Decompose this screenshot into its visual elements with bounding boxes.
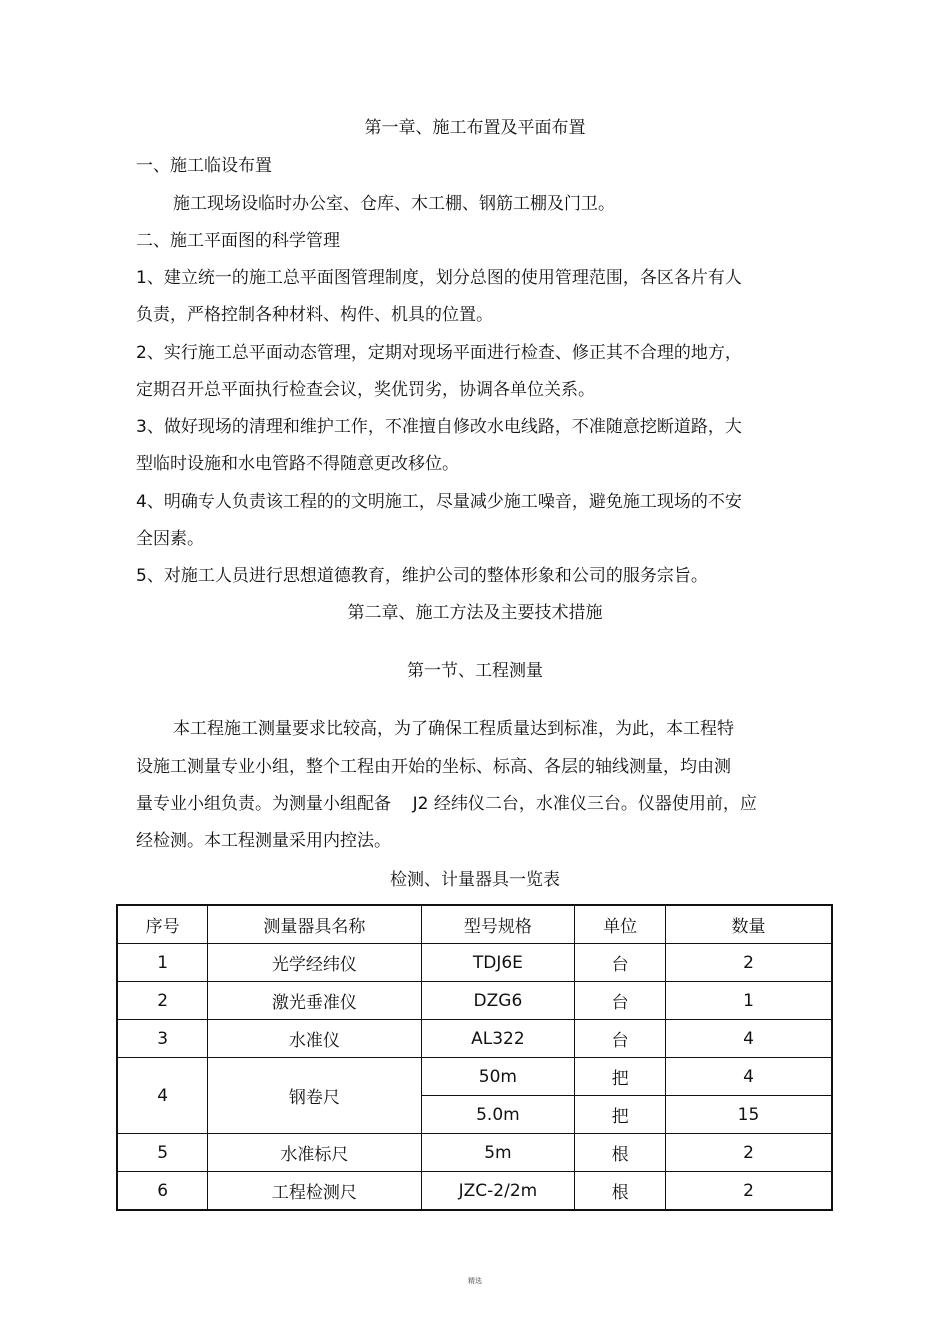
cell-qty: 1 xyxy=(665,982,832,1020)
cell-unit: 根 xyxy=(575,1172,666,1211)
cell-no: 4 xyxy=(117,1058,208,1134)
table-row xyxy=(117,1172,832,1211)
cell-name: 激光垂准仪 xyxy=(208,982,421,1020)
cell-no: 3 xyxy=(117,1020,208,1058)
cell-no: 1 xyxy=(117,944,208,982)
section-title: 第一节、工程测量 xyxy=(407,661,543,681)
item-2-line1: 2、实行施工总平面动态管理，定期对现场平面进行检查、修正其不合理的地方， xyxy=(136,343,742,363)
item-3-line1: 3、做好现场的清理和维护工作，不准擅自修改水电线路，不准随意挖断道路，大 xyxy=(136,417,742,437)
cell-qty: 4 xyxy=(665,1058,832,1096)
item-5-line1: 5、对施工人员进行思想道德教育，维护公司的整体形象和公司的服务宗旨。 xyxy=(136,566,708,586)
section1-body: 施工现场设临时办公室、仓库、木工棚、钢筋工棚及门卫。 xyxy=(173,194,615,214)
chapter2-title: 第二章、施工方法及主要技术措施 xyxy=(347,603,603,623)
cell-unit: 根 xyxy=(575,1134,666,1172)
table-row xyxy=(117,1134,832,1172)
instrument-table xyxy=(116,904,833,1211)
table-row xyxy=(117,944,832,982)
item-1-line1: 1、建立统一的施工总平面图管理制度，划分总图的使用管理范围，各区各片有人 xyxy=(136,268,742,288)
header-unit: 单位 xyxy=(575,905,666,944)
table-row xyxy=(117,982,832,1020)
item-1-line2: 负责，严格控制各种材料、构件、机具的位置。 xyxy=(136,305,493,325)
cell-no: 2 xyxy=(117,982,208,1020)
cell-model: TDJ6E xyxy=(421,944,575,982)
cell-no: 5 xyxy=(117,1134,208,1172)
cell-model: AL322 xyxy=(421,1020,575,1058)
cell-model: 5.0m xyxy=(421,1096,575,1134)
item-3-line2: 型临时设施和水电管路不得随意更改移位。 xyxy=(136,454,459,474)
header-no: 序号 xyxy=(117,905,208,944)
item-2-line2: 定期召开总平面执行检查会议，奖优罚劣，协调各单位关系。 xyxy=(136,380,595,400)
cell-unit: 台 xyxy=(575,1020,666,1058)
header-name: 测量器具名称 xyxy=(208,905,421,944)
table-caption: 检测、计量器具一览表 xyxy=(390,870,560,890)
cell-unit: 台 xyxy=(575,982,666,1020)
cell-name: 水准仪 xyxy=(208,1020,421,1058)
header-model: 型号规格 xyxy=(421,905,575,944)
footer-text: 精选 xyxy=(468,1277,482,1285)
cell-qty: 2 xyxy=(665,944,832,982)
table-header-row xyxy=(117,905,832,944)
item-4-line1: 4、明确专人负责该工程的的文明施工，尽量减少施工噪音，避免施工现场的不安 xyxy=(136,492,742,512)
cell-model: 5m xyxy=(421,1134,575,1172)
cell-unit: 把 xyxy=(575,1096,666,1134)
cell-qty: 15 xyxy=(665,1096,832,1134)
cell-qty: 2 xyxy=(665,1172,832,1211)
cell-unit: 把 xyxy=(575,1058,666,1096)
table-row xyxy=(117,1058,832,1096)
cell-model: 50m xyxy=(421,1058,575,1096)
cell-qty: 2 xyxy=(665,1134,832,1172)
para-line-3: 量专业小组负责。为测量小组配备 J2 经纬仪二台，水准仪三台。仪器使用前，应 xyxy=(136,794,757,814)
cell-name: 光学经纬仪 xyxy=(208,944,421,982)
cell-unit: 台 xyxy=(575,944,666,982)
cell-no: 6 xyxy=(117,1172,208,1211)
cell-name: 钢卷尺 xyxy=(208,1058,421,1134)
section2-heading: 二、施工平面图的科学管理 xyxy=(136,231,340,251)
item-4-line2: 全因素。 xyxy=(136,529,204,549)
section1-heading: 一、施工临设布置 xyxy=(136,156,272,176)
table-row xyxy=(117,1020,832,1058)
header-qty: 数量 xyxy=(665,905,832,944)
cell-model: DZG6 xyxy=(421,982,575,1020)
chapter1-title: 第一章、施工布置及平面布置 xyxy=(364,118,586,138)
para-line-4: 经检测。本工程测量采用内控法。 xyxy=(136,831,391,851)
cell-name: 水准标尺 xyxy=(208,1134,421,1172)
cell-qty: 4 xyxy=(665,1020,832,1058)
para-line-2: 设施工测量专业小组，整个工程由开始的坐标、标高、各层的轴线测量，均由测 xyxy=(136,757,731,777)
para-line-1: 本工程施工测量要求比较高，为了确保工程质量达到标准，为此，本工程特 xyxy=(173,719,734,739)
cell-name: 工程检测尺 xyxy=(208,1172,421,1211)
cell-model: JZC-2/2m xyxy=(421,1172,575,1211)
